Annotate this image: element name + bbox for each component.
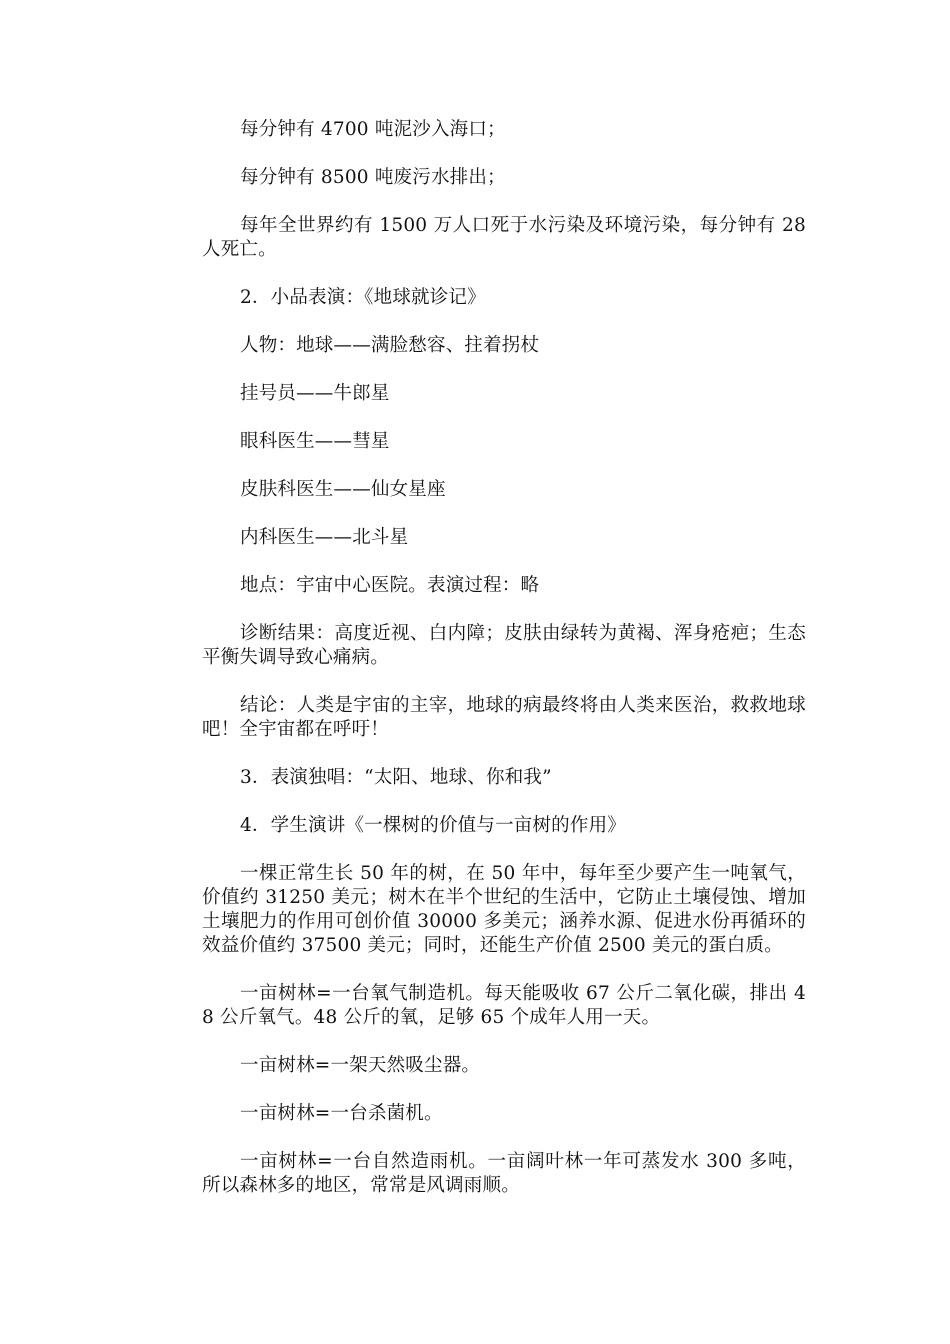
paragraph-wastewater: 每分钟有 8500 吨废污水排出； bbox=[240, 167, 506, 188]
document-body bbox=[202, 118, 806, 1222]
section-heading-solo: 3．表演独唱：“太阳、地球、你和我” bbox=[240, 767, 552, 788]
paragraph-sterilizer: 一亩树林=一台杀菌机。 bbox=[240, 1103, 443, 1124]
section-heading-speech: 4．学生演讲《一棵树的价值与一亩树的作用》 bbox=[240, 815, 626, 836]
paragraph-conclusion: 结论：人类是宇宙的主宰，地球的病最终将由人类来医治，救救地球吧！全宇宙都在呼吁！ bbox=[202, 695, 806, 740]
paragraph-character-earth: 人物：地球——满脸愁容、拄着拐杖 bbox=[240, 335, 540, 356]
paragraph-character-registrar: 挂号员——牛郎星 bbox=[240, 383, 390, 404]
paragraph-diagnosis: 诊断结果：高度近视、白内障；皮肤由绿转为黄褐、浑身疮疤；生态平衡失调导致心痛病。 bbox=[202, 623, 806, 668]
paragraph-oxygen-machine: 一亩树林=一台氧气制造机。每天能吸收 67 公斤二氧化碳，排出 48 公斤氧气。48 公斤的氧，足够 65 个成年人用一天。 bbox=[202, 983, 806, 1028]
paragraph-character-dermatologist: 皮肤科医生——仙女星座 bbox=[240, 479, 446, 500]
paragraph-character-ophthalmologist: 眼科医生——彗星 bbox=[240, 431, 390, 452]
paragraph-location: 地点：宇宙中心医院。表演过程：略 bbox=[240, 575, 540, 596]
paragraph-sediment: 每分钟有 4700 吨泥沙入海口； bbox=[240, 119, 506, 140]
paragraph-deaths: 每年全世界约有 1500 万人口死于水污染及环境污染，每分钟有 28 人死亡。 bbox=[202, 215, 806, 260]
paragraph-dust-collector: 一亩树林=一架天然吸尘器。 bbox=[240, 1055, 481, 1076]
paragraph-tree-value: 一棵正常生长 50 年的树，在 50 年中，每年至少要产生一吨氧气，价值约 31250 美元；树木在半个世纪的生活中，它防止土壤侵蚀、增加土壤肥力的作用可创价值 30000 多美元；涵养水源、促进水份再循环的效益价值约 37500 美元；同时，还能生产价值 2500 美元的蛋白质。 bbox=[202, 863, 806, 956]
section-heading-skit: 2．小品表演：《地球就诊记》 bbox=[240, 287, 486, 308]
paragraph-rain-machine: 一亩树林=一台自然造雨机。一亩阔叶林一年可蒸发水 300 多吨，所以森林多的地区，常常是风调雨顺。 bbox=[202, 1151, 806, 1196]
paragraph-character-internist: 内科医生——北斗星 bbox=[240, 527, 409, 548]
